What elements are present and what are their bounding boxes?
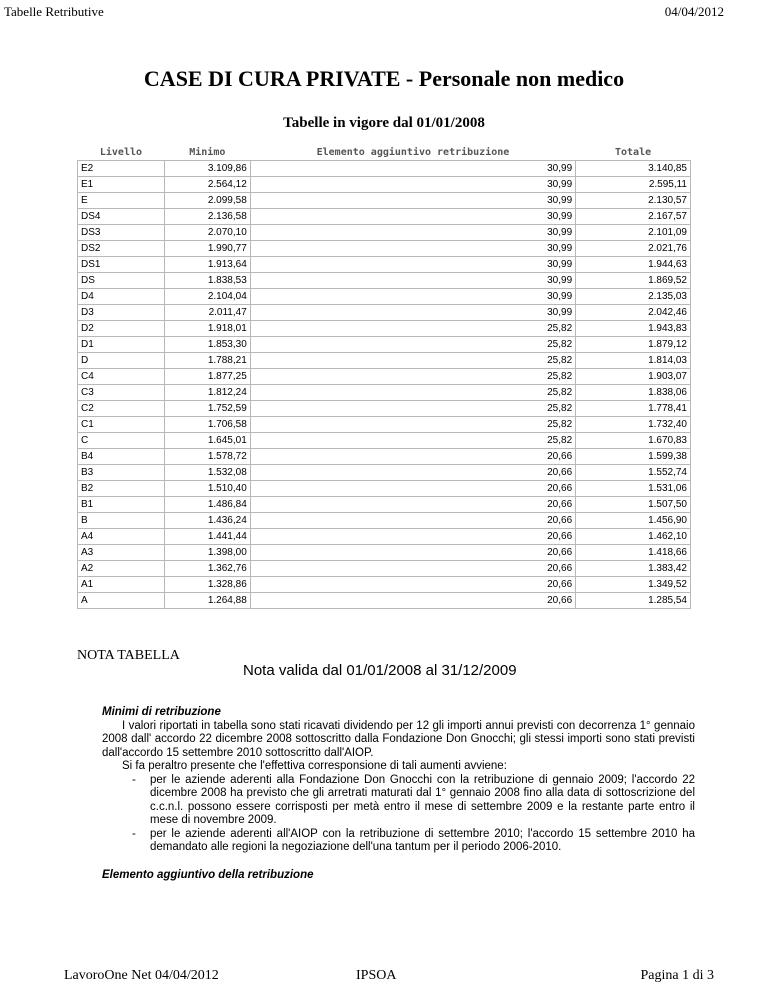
cell-minimo: 1.812,24 [164,385,250,401]
table-row [78,209,691,225]
cell-elemento: 20,66 [250,561,575,577]
table-row [78,433,691,449]
cell-minimo: 2.104,04 [164,289,250,305]
cell-elemento: 30,99 [250,273,575,289]
cell-totale: 1.418,66 [576,545,691,561]
cell-elemento: 30,99 [250,193,575,209]
cell-livello: E2 [78,161,165,177]
cell-livello: A1 [78,577,165,593]
cell-totale: 2.167,57 [576,209,691,225]
cell-minimo: 2.070,10 [164,225,250,241]
notes-paragraph: Si fa peraltro presente che l'effettiva corresponsione di tali aumenti avviene: [122,760,507,772]
nota-validity: Nota valida dal 01/01/2008 al 31/12/2009 [243,662,517,679]
table-row [78,241,691,257]
cell-totale: 2.042,46 [576,305,691,321]
cell-minimo: 1.838,53 [164,273,250,289]
cell-livello: D2 [78,321,165,337]
cell-totale: 1.531,06 [576,481,691,497]
bullet-dash: - [132,827,136,840]
cell-elemento: 20,66 [250,481,575,497]
cell-livello: B2 [78,481,165,497]
table-body [78,161,691,609]
cell-minimo: 1.706,58 [164,417,250,433]
table-row [78,449,691,465]
cell-elemento: 20,66 [250,497,575,513]
cell-elemento: 30,99 [250,225,575,241]
cell-livello: B4 [78,449,165,465]
cell-minimo: 1.328,86 [164,577,250,593]
cell-totale: 1.552,74 [576,465,691,481]
table-row [78,257,691,273]
cell-totale: 1.285,54 [576,593,691,609]
table-row [78,545,691,561]
cell-livello: A2 [78,561,165,577]
cell-minimo: 1.645,01 [164,433,250,449]
table-row [78,225,691,241]
cell-totale: 1.507,50 [576,497,691,513]
bullet-dash: - [132,773,136,786]
table-row [78,385,691,401]
cell-livello: B3 [78,465,165,481]
cell-livello: C2 [78,401,165,417]
cell-minimo: 3.109,86 [164,161,250,177]
cell-totale: 1.814,03 [576,353,691,369]
cell-totale: 2.595,11 [576,177,691,193]
table-row [78,321,691,337]
cell-totale: 2.135,03 [576,289,691,305]
footer-center: IPSOA [356,968,397,983]
cell-livello: B [78,513,165,529]
cell-elemento: 20,66 [250,593,575,609]
cell-elemento: 25,82 [250,369,575,385]
column-header: Totale [615,147,652,158]
cell-elemento: 25,82 [250,385,575,401]
cell-elemento: 25,82 [250,321,575,337]
cell-totale: 1.349,52 [576,577,691,593]
cell-elemento: 20,66 [250,465,575,481]
cell-minimo: 1.853,30 [164,337,250,353]
cell-elemento: 30,99 [250,289,575,305]
notes-heading: Minimi di retribuzione [102,706,221,718]
cell-elemento: 30,99 [250,305,575,321]
cell-elemento: 25,82 [250,401,575,417]
cell-totale: 1.869,52 [576,273,691,289]
header-left: Tabelle Retributive [4,4,104,19]
cell-minimo: 1.752,59 [164,401,250,417]
cell-totale: 2.130,57 [576,193,691,209]
footer-left: LavoroOne Net 04/04/2012 [64,968,219,983]
cell-elemento: 30,99 [250,257,575,273]
bullet-text: per le aziende aderenti all'AIOP con la retribuzione di settembre 2010; l'accordo 15 settembre 2010 ha demandato alle regioni la negoziazione dell'una tantum per il periodo 2006-2010. [150,827,695,853]
cell-livello: DS3 [78,225,165,241]
cell-livello: A [78,593,165,609]
cell-minimo: 2.099,58 [164,193,250,209]
table-row [78,177,691,193]
cell-elemento: 25,82 [250,337,575,353]
cell-minimo: 1.990,77 [164,241,250,257]
table-row [78,337,691,353]
list-item [102,828,695,855]
cell-elemento: 25,82 [250,417,575,433]
table-row [78,497,691,513]
cell-minimo: 2.136,58 [164,209,250,225]
table-row [78,513,691,529]
column-header: Livello [99,147,143,158]
cell-livello: A4 [78,529,165,545]
cell-elemento: 30,99 [250,177,575,193]
cell-elemento: 25,82 [250,433,575,449]
cell-totale: 1.462,10 [576,529,691,545]
table-row [78,353,691,369]
cell-minimo: 1.877,25 [164,369,250,385]
column-header: Elemento aggiuntivo retribuzione [316,147,510,158]
cell-livello: C1 [78,417,165,433]
cell-elemento: 20,66 [250,577,575,593]
cell-minimo: 1.441,44 [164,529,250,545]
page-title: CASE DI CURA PRIVATE - Personale non medico [143,66,625,91]
cell-livello: C4 [78,369,165,385]
cell-elemento: 25,82 [250,353,575,369]
cell-livello: DS4 [78,209,165,225]
cell-minimo: 2.564,12 [164,177,250,193]
footer-page-number: Pagina 1 di 3 [640,968,714,983]
cell-totale: 1.456,90 [576,513,691,529]
cell-minimo: 1.436,24 [164,513,250,529]
table-header-row [78,145,691,161]
table-row [78,289,691,305]
notes-section [102,706,695,882]
cell-livello: B1 [78,497,165,513]
cell-livello: DS2 [78,241,165,257]
table-row [78,193,691,209]
cell-totale: 1.879,12 [576,337,691,353]
cell-elemento: 20,66 [250,513,575,529]
cell-totale: 1.599,38 [576,449,691,465]
cell-elemento: 20,66 [250,545,575,561]
cell-livello: E1 [78,177,165,193]
cell-minimo: 1.362,76 [164,561,250,577]
cell-livello: C3 [78,385,165,401]
cell-elemento: 30,99 [250,161,575,177]
table-row [78,161,691,177]
cell-elemento: 30,99 [250,209,575,225]
cell-totale: 1.943,83 [576,321,691,337]
cell-minimo: 1.918,01 [164,321,250,337]
cell-livello: E [78,193,165,209]
page-subtitle: Tabelle in vigore dal 01/01/2008 [283,115,485,131]
cell-minimo: 1.788,21 [164,353,250,369]
cell-minimo: 1.398,00 [164,545,250,561]
cell-minimo: 1.913,64 [164,257,250,273]
cell-minimo: 1.510,40 [164,481,250,497]
cell-totale: 1.383,42 [576,561,691,577]
table-row [78,305,691,321]
cell-livello: D3 [78,305,165,321]
cell-totale: 1.838,06 [576,385,691,401]
table-row [78,273,691,289]
table-row [78,577,691,593]
cell-minimo: 1.578,72 [164,449,250,465]
cell-livello: D1 [78,337,165,353]
table-row [78,369,691,385]
cell-totale: 1.732,40 [576,417,691,433]
table-row [78,529,691,545]
salary-table [77,145,691,609]
table-row [78,593,691,609]
cell-livello: D [78,353,165,369]
cell-totale: 3.140,85 [576,161,691,177]
cell-elemento: 20,66 [250,529,575,545]
table-row [78,401,691,417]
table-row [78,481,691,497]
cell-livello: DS1 [78,257,165,273]
cell-elemento: 30,99 [250,241,575,257]
table-row [78,561,691,577]
bullet-text: per le aziende aderenti alla Fondazione Don Gnocchi con la retribuzione di gennaio 2009; l'accordo 22 dicembre 2008 ha previsto che gli arretrati maturati dal 1° gennaio 2008 fino alla data di sottoscrizione del c.c.n.l. possono essere corrisposti per metà entro il mese di settembre 2009 e la restante parte entro il mese di novembre 2009. [150,773,695,826]
cell-minimo: 2.011,47 [164,305,250,321]
notes-paragraph: I valori riportati in tabella sono stati ricavati dividendo per 12 gli importi annui previsti con decorrenza 1° gennaio 2008 dall' accordo 22 dicembre 2008 sottoscritto dalla Fondazione Don Gnocchi; gli stessi importi sono stati previsti dall'accordo 15 settembre 2010 sottoscritto dall'AIOP. [102,719,695,759]
cell-totale: 1.903,07 [576,369,691,385]
cell-totale: 2.021,76 [576,241,691,257]
cell-totale: 2.101,09 [576,225,691,241]
cell-minimo: 1.486,84 [164,497,250,513]
nota-label: NOTA TABELLA [77,648,180,663]
cell-livello: D4 [78,289,165,305]
cell-totale: 1.670,83 [576,433,691,449]
list-item [102,774,695,828]
cell-minimo: 1.532,08 [164,465,250,481]
cell-livello: DS [78,273,165,289]
cell-elemento: 20,66 [250,449,575,465]
notes-heading: Elemento aggiuntivo della retribuzione [102,868,314,881]
cell-totale: 1.778,41 [576,401,691,417]
cell-minimo: 1.264,88 [164,593,250,609]
column-header: Minimo [189,147,226,158]
table-row [78,417,691,433]
table-row [78,465,691,481]
cell-totale: 1.944,63 [576,257,691,273]
header-date: 04/04/2012 [664,4,724,19]
cell-livello: A3 [78,545,165,561]
cell-livello: C [78,433,165,449]
